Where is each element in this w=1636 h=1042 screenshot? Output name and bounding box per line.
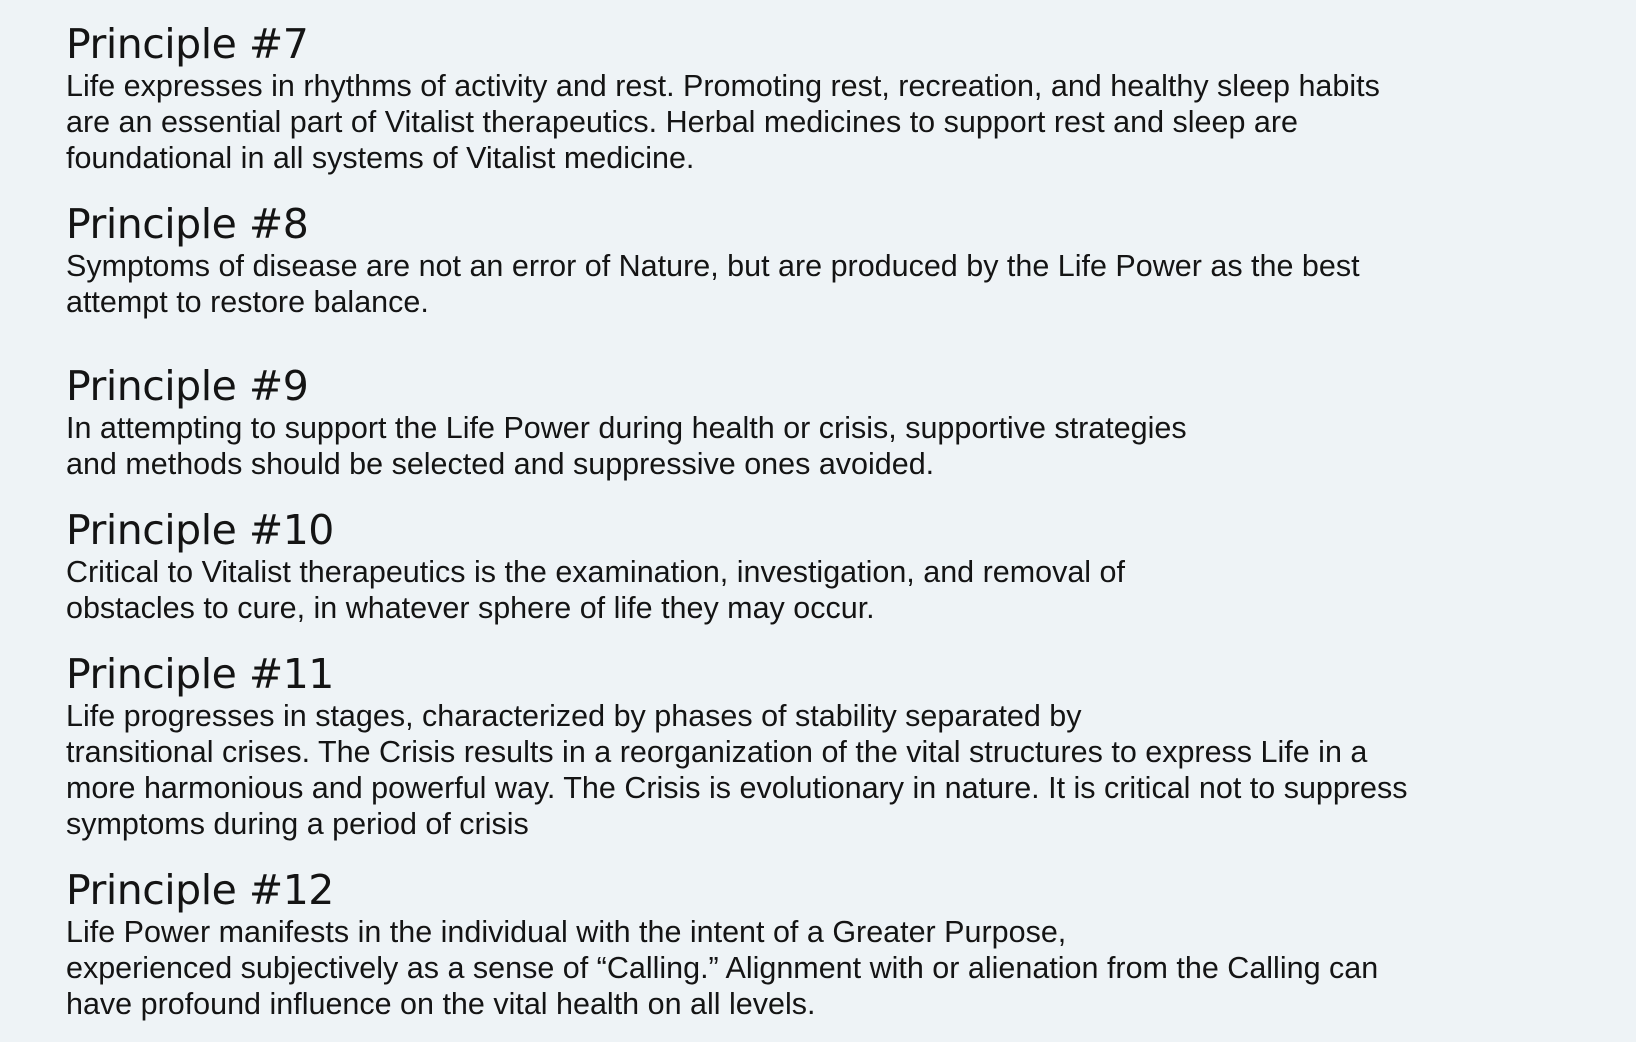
principle-11 — [66, 650, 1586, 842]
text-line: experienced subjectively as a sense of “Calling.” Alignment with or alienation from the Calling can — [66, 951, 1379, 985]
principle-text — [66, 410, 1586, 482]
text-line: more harmonious and powerful way. The Crisis is evolutionary in nature. It is critical not to suppress — [66, 771, 1408, 805]
principle-title: Principle #9 — [66, 362, 309, 410]
principle-title: Principle #7 — [66, 20, 309, 68]
text-line: Life expresses in rhythms of activity and rest. Promoting rest, recreation, and healthy sleep habits — [66, 69, 1380, 103]
text-line: transitional crises. The Crisis results in a reorganization of the vital structures to express Life in a — [66, 735, 1368, 769]
principle-title: Principle #8 — [66, 200, 309, 248]
principle-7 — [66, 20, 1586, 176]
principle-text — [66, 68, 1586, 176]
text-line: Life Power manifests in the individual with the intent of a Greater Purpose, — [66, 915, 1067, 949]
text-line: are an essential part of Vitalist therapeutics. Herbal medicines to support rest and sleep are — [66, 105, 1298, 139]
principle-8 — [66, 200, 1586, 320]
text-line: Critical to Vitalist therapeutics is the examination, investigation, and removal of — [66, 555, 1125, 589]
text-line: attempt to restore balance. — [66, 285, 429, 319]
text-line: symptoms during a period of crisis — [66, 807, 529, 841]
principle-text — [66, 554, 1586, 626]
principle-9 — [66, 362, 1586, 482]
text-line: In attempting to support the Life Power during health or crisis, supportive strategies — [66, 411, 1187, 445]
text-line: obstacles to cure, in whatever sphere of life they may occur. — [66, 591, 875, 625]
principle-title: Principle #11 — [66, 650, 334, 698]
principle-12 — [66, 866, 1586, 1022]
text-line: Symptoms of disease are not an error of Nature, but are produced by the Life Power as the best — [66, 249, 1360, 283]
principle-text — [66, 698, 1586, 842]
text-line: foundational in all systems of Vitalist medicine. — [66, 141, 695, 175]
principle-text — [66, 248, 1586, 320]
principle-title: Principle #12 — [66, 866, 334, 914]
text-line: have profound influence on the vital health on all levels. — [66, 987, 816, 1021]
text-line: and methods should be selected and suppressive ones avoided. — [66, 447, 935, 481]
principle-10 — [66, 506, 1586, 626]
principle-title: Principle #10 — [66, 506, 334, 554]
principle-text — [66, 914, 1586, 1022]
text-line: Life progresses in stages, characterized by phases of stability separated by — [66, 699, 1082, 733]
